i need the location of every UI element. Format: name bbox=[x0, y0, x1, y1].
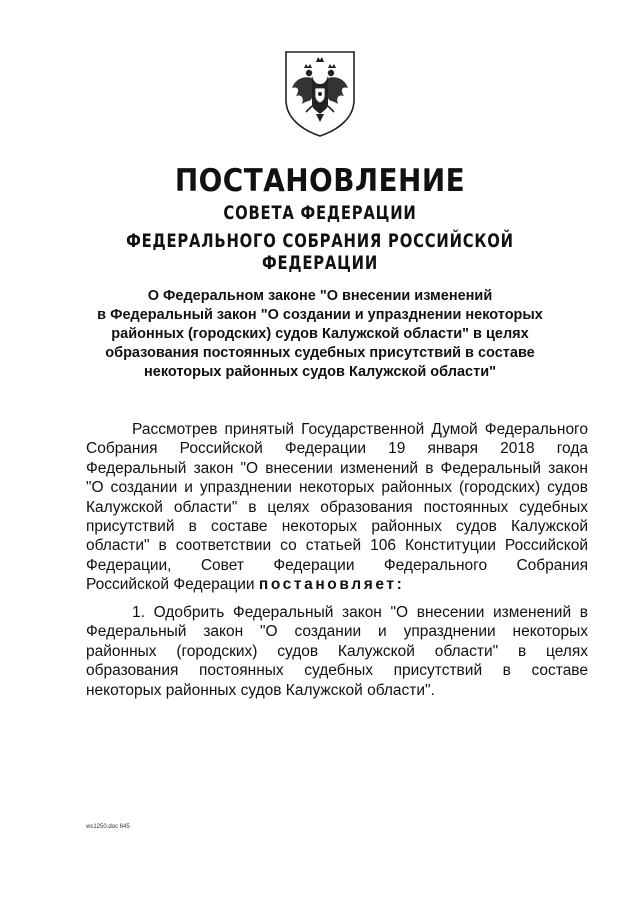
paragraph-line: образования постоянных судебных присутствий в составе bbox=[86, 662, 588, 680]
paragraph-line: Калужской области" в целях образования постоянных судебных bbox=[86, 498, 588, 516]
document-subject bbox=[80, 287, 560, 382]
clause-1-paragraph bbox=[86, 603, 588, 700]
subject-line: О Федеральном законе "О внесении изменений bbox=[147, 288, 493, 304]
paragraph-line: Собрания Российской Федерации 19 января 2018 года bbox=[86, 440, 588, 458]
paragraph-line: "О создании и упразднении некоторых районных (городских) судов bbox=[86, 479, 588, 497]
document-title: ПОСТАНОВЛЕНИЕ bbox=[174, 163, 466, 199]
paragraph-line: Федерации, Совет Федерации Федерального Собрания bbox=[86, 556, 588, 574]
decree-word: постановляет: bbox=[258, 576, 405, 594]
subject-line: образования постоянных судебных присутствий в составе bbox=[105, 345, 535, 361]
paragraph-line: Федеральный закон "О создании и упразднении некоторых bbox=[86, 623, 588, 641]
preamble-paragraph bbox=[86, 420, 588, 595]
paragraph-line: области" в соответствии со статьей 106 Конституции Российской bbox=[86, 537, 588, 555]
paragraph-line: районных (городских) судов Калужской области" в целях bbox=[86, 642, 588, 660]
paragraph-line: присутствий в составе некоторых районных судов Калужской bbox=[86, 517, 588, 535]
paragraph-line: некоторых районных судов Калужской области". bbox=[86, 681, 435, 699]
subject-line: в Федеральный закон "О создании и упразднении некоторых bbox=[97, 307, 543, 323]
final-line-prefix: Российской Федерации bbox=[86, 576, 259, 594]
paragraph-line: Рассмотрев принятый Государственной Думой Федерального bbox=[132, 421, 588, 438]
paragraph-line-final bbox=[86, 575, 588, 594]
subject-line: некоторых районных судов Калужской области" bbox=[144, 364, 496, 380]
paragraph-line: 1. Одобрить Федеральный закон "О внесении изменений в bbox=[132, 604, 588, 621]
issuer-line-2: ФЕДЕРАЛЬНОГО СОБРАНИЯ РОССИЙСКОЙ ФЕДЕРАЦИИ bbox=[126, 230, 514, 274]
coat-of-arms-icon bbox=[282, 48, 358, 138]
paragraph-line: Федеральный закон "О внесении изменений в Федеральный закон bbox=[86, 459, 588, 477]
issuer-line-1: СОВЕТА ФЕДЕРАЦИИ bbox=[223, 202, 417, 224]
footer-file-code: ws1250.doc 645 bbox=[86, 824, 130, 830]
subject-line: районных (городских) судов Калужской области" в целях bbox=[111, 326, 529, 342]
